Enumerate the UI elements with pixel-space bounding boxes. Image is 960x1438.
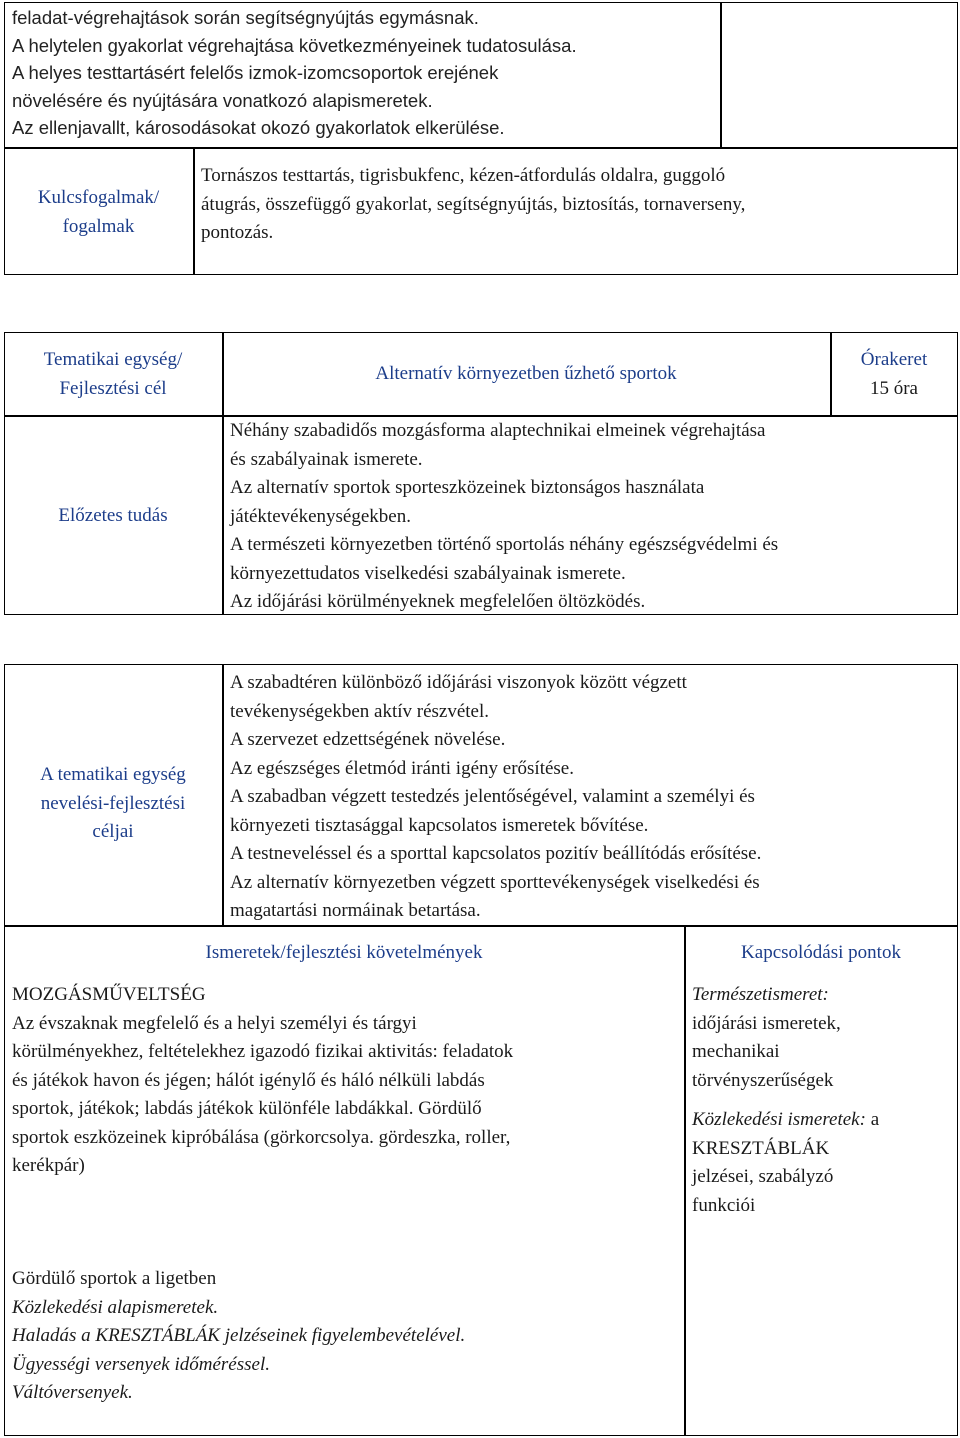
text-line: Az alternatív környezetben végzett sporttevékenységek viselkedési és xyxy=(230,871,760,893)
label-line: Tematikai egység/ xyxy=(43,349,183,370)
text-line: Az időjárási körülményeknek megfelelően öltözködés. xyxy=(230,591,646,612)
text-line: Az ellenjavallt, károsodásokat okozó gyakorlatok elkerülése. xyxy=(12,117,505,138)
tematikai-egyseg-label xyxy=(4,346,222,403)
text-line: Váltóversenyek. xyxy=(12,1382,133,1403)
text-line: A helytelen gyakorlat végrehajtása következményeinek tudatosulása. xyxy=(12,34,577,56)
subject-label: Közlekedési ismeretek: xyxy=(692,1109,866,1130)
text-line: játéktevékenységekben. xyxy=(230,505,411,527)
orakeret-value: 15 óra xyxy=(869,377,918,399)
text-line: jelzései, szabályzó xyxy=(692,1166,834,1187)
text-line: Ügyességi versenyek időméréssel. xyxy=(12,1353,270,1375)
text-line: pontozás. xyxy=(201,222,274,243)
divider xyxy=(720,2,722,148)
label-line: Kulcsfogalmak/ xyxy=(37,187,160,208)
nevelesi-celok-label xyxy=(4,761,222,847)
text-line: Az egészséges életmód iránti igény erősítése. xyxy=(230,757,574,779)
text-line: tevékenységekben aktív részvétel. xyxy=(230,700,490,722)
divider xyxy=(222,664,224,926)
subject-label: Természetismeret: xyxy=(692,984,829,1005)
kapcsolodasi-header: Kapcsolódási pontok xyxy=(741,942,901,963)
orakeret-label: Órakeret xyxy=(860,349,928,370)
nevelesi-celok-content xyxy=(230,669,761,926)
text-line: A helyes testtartásért felelős izmok-izomcsoportok erejének xyxy=(12,62,499,83)
text-line: Tornászos testtartás, tigrisbukfenc, kézen-átfordulás oldalra, guggoló xyxy=(201,165,726,186)
text-line: körülményekhez, feltételekhez igazodó fizikai aktivitás: feladatok xyxy=(12,1041,514,1062)
text-line: magatartási normáinak betartása. xyxy=(230,900,481,921)
label-line: A tematikai egység xyxy=(40,764,186,785)
text-line: KRESZTÁBLÁK xyxy=(692,1137,830,1159)
kapcs-termeszetismeret xyxy=(692,981,841,1095)
text-line: A szervezet edzettségének növelése. xyxy=(230,729,506,750)
text-line: Az évszaknak megfelelő és a helyi személyi és tárgyi xyxy=(12,1012,417,1034)
text-line xyxy=(692,1106,879,1135)
text-line: törvényszerűségek xyxy=(692,1069,834,1091)
unit-title: Alternatív környezetben űzhető sportok xyxy=(375,363,677,384)
divider xyxy=(684,925,686,1436)
elozetes-tudas-label: Előzetes tudás xyxy=(58,505,168,526)
text-line: A természeti környezetben történő sportolás néhány egészségvédelmi és xyxy=(230,534,779,555)
text-line: A szabadban végzett testedzés jelentőségével, valamint a személyi és xyxy=(230,786,755,807)
kapcs-kozlekedesi xyxy=(692,1106,879,1220)
text-line: Közlekedési alapismeretek. xyxy=(12,1296,219,1318)
text-line: Az alternatív sportok sporteszközeinek biztonságos használata xyxy=(230,477,705,498)
text-line: és szabályainak ismerete. xyxy=(230,448,423,470)
elozetes-tudas-content xyxy=(230,417,778,617)
divider xyxy=(193,147,195,275)
text-line: funkciói xyxy=(692,1194,756,1216)
text-line: A szabadtéren különböző időjárási viszonyok között végzett xyxy=(230,672,687,693)
kulcsfogalmak-content xyxy=(201,162,745,248)
kulcsfogalmak-label xyxy=(4,184,193,241)
ismeretek-header: Ismeretek/fejlesztési követelmények xyxy=(205,942,483,963)
prior-goals-text xyxy=(12,4,577,142)
text-fragment: a xyxy=(870,1109,880,1130)
text-line: átugrás, összefüggő gyakorlat, segítségnyújtás, biztosítás, tornaverseny, xyxy=(201,193,746,215)
text-line: környezettudatos viselkedési szabályainak ismerete. xyxy=(230,562,626,584)
section-title: MOZGÁSMŰVELTSÉG xyxy=(12,984,206,1005)
text-line: mechanikai xyxy=(692,1041,780,1062)
section-title: Gördülő sportok a ligetben xyxy=(12,1268,217,1289)
text-line: időjárási ismeretek, xyxy=(692,1012,841,1034)
gordulo-section xyxy=(12,1265,465,1408)
orakeret-cell xyxy=(830,346,958,403)
text-line: feladat-végrehajtások során segítségnyújtás egymásnak. xyxy=(12,7,479,28)
text-line: A testneveléssel és a sporttal kapcsolatos pozitív beállítódás erősítése. xyxy=(230,843,762,864)
text-line: sportok, játékok; labdás játékok különféle labdákkal. Gördülő xyxy=(12,1098,482,1119)
text-line: környezeti tisztasággal kapcsolatos ismeretek bővítése. xyxy=(230,814,649,836)
text-line: kerékpár) xyxy=(12,1155,85,1176)
label-line: fogalmak xyxy=(62,215,135,237)
text-line: növelésére és nyújtására vonatkozó alapismeretek. xyxy=(12,89,433,111)
text-line: Haladás a KRESZTÁBLÁK jelzéseinek figyelembevételével. xyxy=(12,1325,466,1346)
label-line: céljai xyxy=(92,821,134,842)
text-line: Néhány szabadidős mozgásforma alaptechnikai elmeinek végrehajtása xyxy=(230,420,766,441)
label-line: nevelési-fejlesztési xyxy=(40,792,186,814)
mozgas-section xyxy=(12,981,513,1181)
divider xyxy=(4,147,958,149)
text-line: sportok eszközeinek kipróbálása (görkorcsolya. gördeszka, roller, xyxy=(12,1126,511,1148)
label-line: Fejlesztési cél xyxy=(59,377,167,399)
text-line: és játékok havon és jégen; hálót igénylő és háló nélküli labdás xyxy=(12,1069,485,1091)
